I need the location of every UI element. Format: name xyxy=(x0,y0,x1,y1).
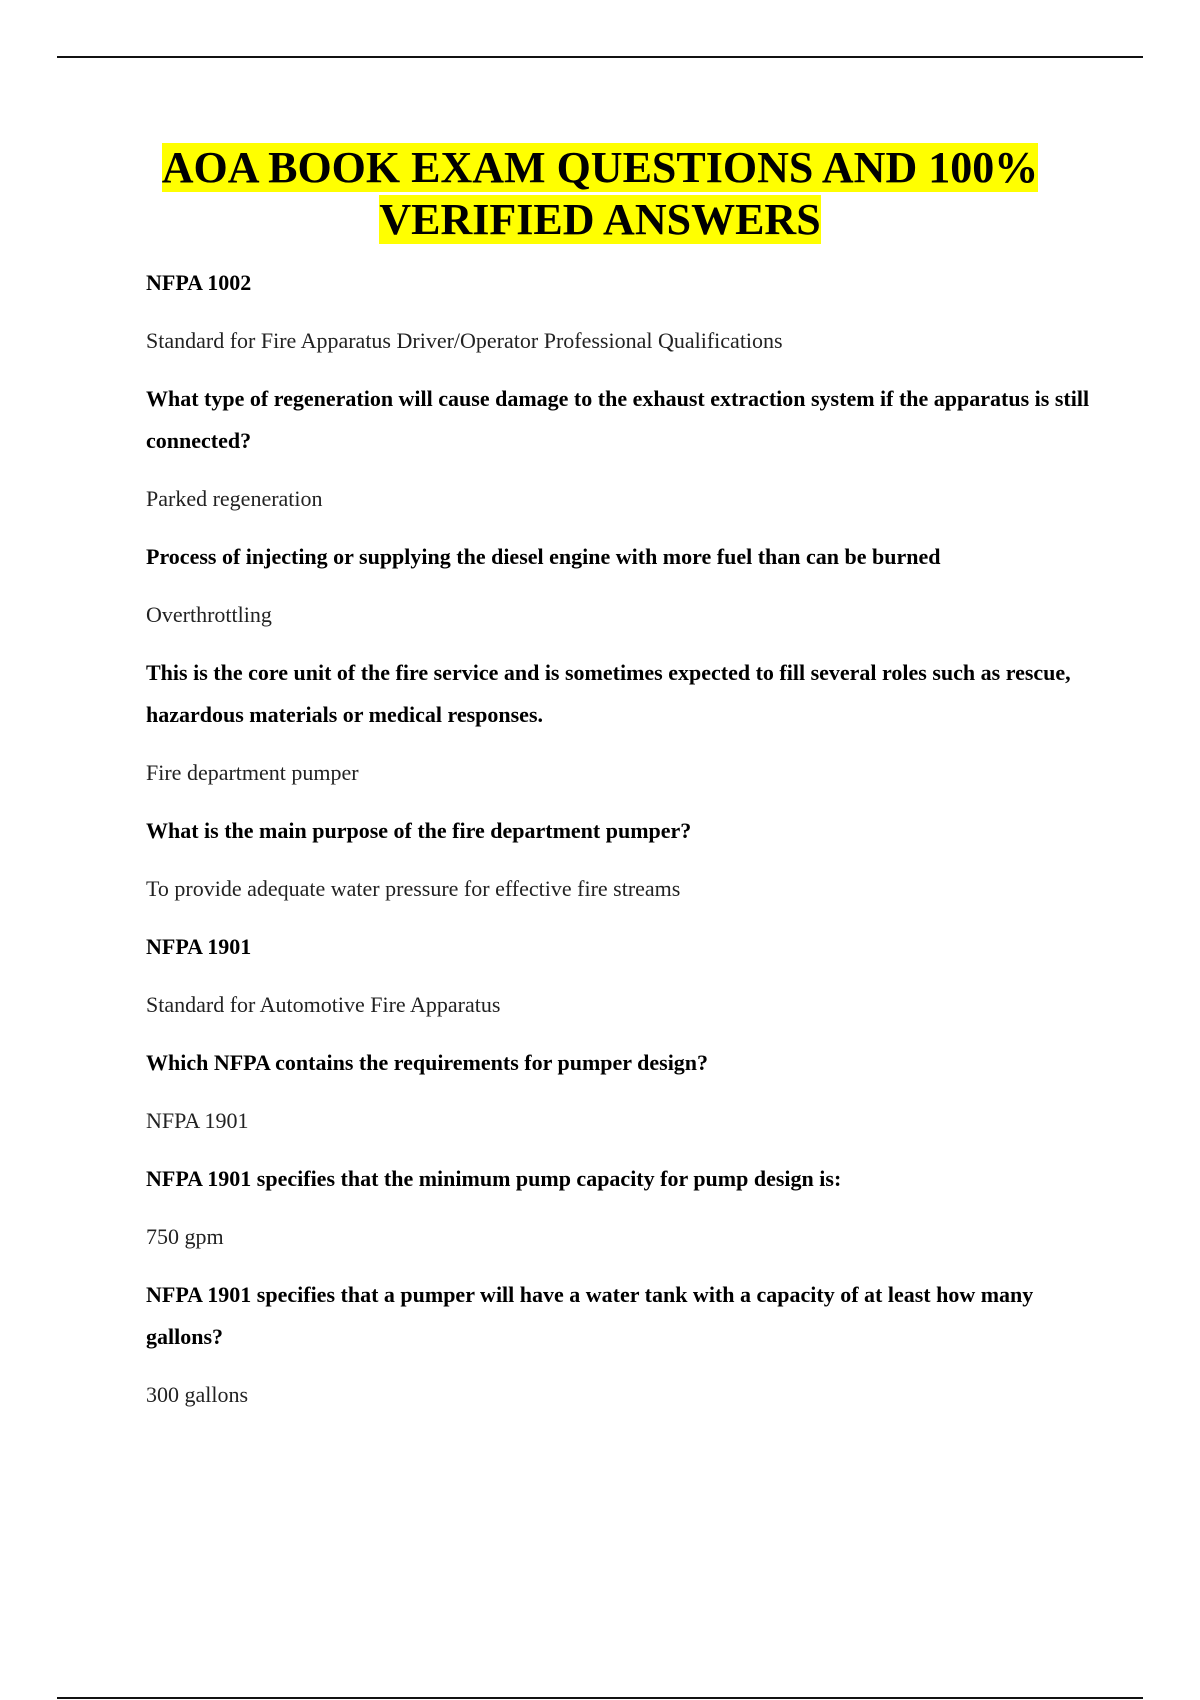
question-3: Process of injecting or supplying the diesel engine with more fuel than can be burned xyxy=(146,544,941,569)
question-5: What is the main purpose of the fire department pumper? xyxy=(146,818,692,843)
answer-6: Standard for Automotive Fire Apparatus xyxy=(146,992,501,1017)
answer-9: 300 gallons xyxy=(146,1382,249,1407)
bottom-divider xyxy=(57,1697,1143,1699)
answer-1: Standard for Fire Apparatus Driver/Operator Professional Qualifications xyxy=(146,328,783,353)
top-divider xyxy=(57,56,1143,58)
answer-5: To provide adequate water pressure for effective fire streams xyxy=(146,876,681,901)
qa-list xyxy=(146,262,1096,1432)
question-6: NFPA 1901 xyxy=(146,934,252,959)
answer-3: Overthrottling xyxy=(146,602,272,627)
answer-8: 750 gpm xyxy=(146,1224,224,1249)
question-7: Which NFPA contains the requirements for pumper design? xyxy=(146,1050,709,1075)
answer-4: Fire department pumper xyxy=(146,760,359,785)
answer-7: NFPA 1901 xyxy=(146,1108,249,1133)
title-line-2: VERIFIED ANSWERS xyxy=(379,195,821,244)
page-title xyxy=(0,142,1200,246)
question-8: NFPA 1901 specifies that the minimum pump capacity for pump design is: xyxy=(146,1166,842,1191)
title-line-1: AOA BOOK EXAM QUESTIONS AND 100% xyxy=(161,143,1039,192)
question-1: NFPA 1002 xyxy=(146,270,252,295)
question-4: This is the core unit of the fire service and is sometimes expected to fill several roles such as rescue, hazardous materials or medical responses. xyxy=(146,660,1071,727)
answer-2: Parked regeneration xyxy=(146,486,323,511)
question-9: NFPA 1901 specifies that a pumper will have a water tank with a capacity of at least how many gallons? xyxy=(146,1282,1034,1349)
question-2: What type of regeneration will cause damage to the exhaust extraction system if the apparatus is still connected? xyxy=(146,386,1090,453)
